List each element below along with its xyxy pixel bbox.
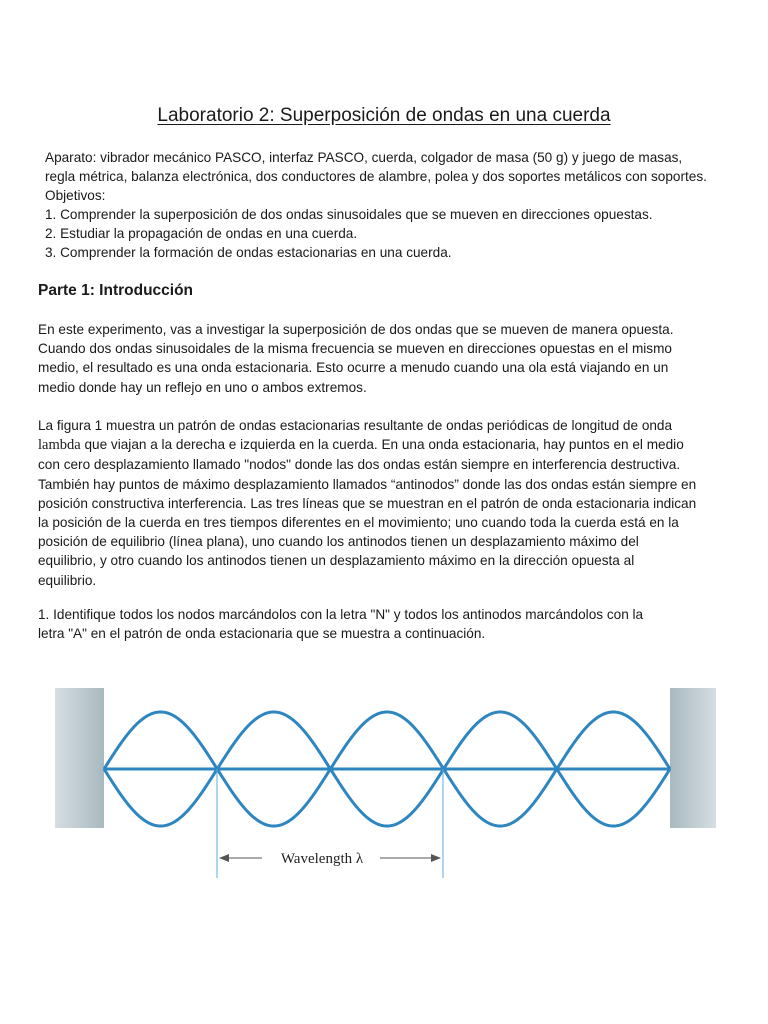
arrowhead-left-icon: [219, 854, 229, 862]
question-line: 1. Identifique todos los nodos marcándolos con la letra "N" y todos los antinodos marcándolos con la: [38, 607, 644, 622]
paragraph-line-rest: que viajan a la derecha e izquierda en la cuerda. En una onda estacionaria, hay puntos en el medio: [80, 437, 684, 453]
paragraph-line: Cuando dos ondas sinusoidales de la misma frecuencia se mueven en direcciones opuestas en el mismo: [38, 341, 672, 357]
lambda-word: lambda: [38, 437, 81, 454]
objectives-heading: Objetivos:: [45, 188, 106, 203]
paragraph-line: equilibrio, y otro cuando los antinodos tienen un desplazamiento máximo en la dirección opuesta al: [38, 553, 635, 569]
standing-wave-figure: [0, 680, 768, 900]
paragraph-line: [38, 435, 738, 455]
objective-item: 3. Comprender la formación de ondas estacionarias en una cuerda.: [45, 245, 452, 260]
paragraph-line: También hay puntos de máximo desplazamiento llamados “antinodos” donde las dos ondas están siempre en: [38, 476, 697, 492]
section-heading: Parte 1: Introducción: [38, 282, 194, 299]
wave-max-displacement: [104, 712, 670, 769]
apparatus-line: Aparato: vibrador mecánico PASCO, interfaz PASCO, cuerda, colgador de masa (50 g) y juego de masas,: [45, 150, 683, 165]
wave-opposite-displacement: [104, 769, 670, 826]
paragraph-line: La figura 1 muestra un patrón de ondas estacionarias resultante de ondas periódicas de longitud de onda: [38, 418, 673, 433]
page-title: Laboratorio 2: Superposición de ondas en una cuerda: [157, 105, 611, 126]
objective-item: 2. Estudiar la propagación de ondas en una cuerda.: [45, 226, 358, 241]
paragraph-line: En este experimento, vas a investigar la superposición de dos ondas que se mueven de manera opuesta.: [38, 322, 674, 337]
figure-paragraph: [38, 416, 738, 590]
question-1: [38, 605, 738, 643]
question-line: letra "A" en el patrón de onda estacionaria que se muestra a continuación.: [38, 626, 486, 642]
paragraph-line: medio, el resultado es una onda estacionaria. Esto ocurre a menudo cuando una ola está viajando en un: [38, 360, 669, 376]
left-wall: [55, 688, 104, 828]
apparatus-and-objectives: [45, 148, 745, 262]
right-wall: [670, 688, 716, 828]
paragraph-line: posición constructiva interferencia. Las tres líneas que se muestran en el patrón de onda estacionaria indican: [38, 495, 697, 511]
paragraph-line: equilibrio.: [38, 572, 97, 588]
paragraph-line: medio donde hay un reflejo en uno o ambos extremos.: [38, 379, 367, 395]
paragraph-line: con cero desplazamiento llamado "nodos" donde las dos ondas están siempre en interferencia destructiva.: [38, 457, 681, 473]
paragraph-line: la posición de la cuerda en tres tiempos diferentes en el movimiento; uno cuando toda la cuerda está en la: [38, 515, 679, 531]
paragraph-line: posición de equilibrio (línea plana), uno cuando los antinodos tienen un desplazamiento máximo del: [38, 534, 639, 550]
apparatus-line: regla métrica, balanza electrónica, dos conductores de alambre, polea y dos soportes metálicos con soportes.: [45, 169, 707, 184]
intro-paragraph: [38, 320, 738, 397]
arrowhead-right-icon: [431, 854, 441, 862]
objective-item: 1. Comprender la superposición de dos ondas sinusoidales que se mueven en direcciones opuestas.: [45, 207, 653, 222]
wavelength-label: Wavelength λ: [280, 851, 364, 867]
